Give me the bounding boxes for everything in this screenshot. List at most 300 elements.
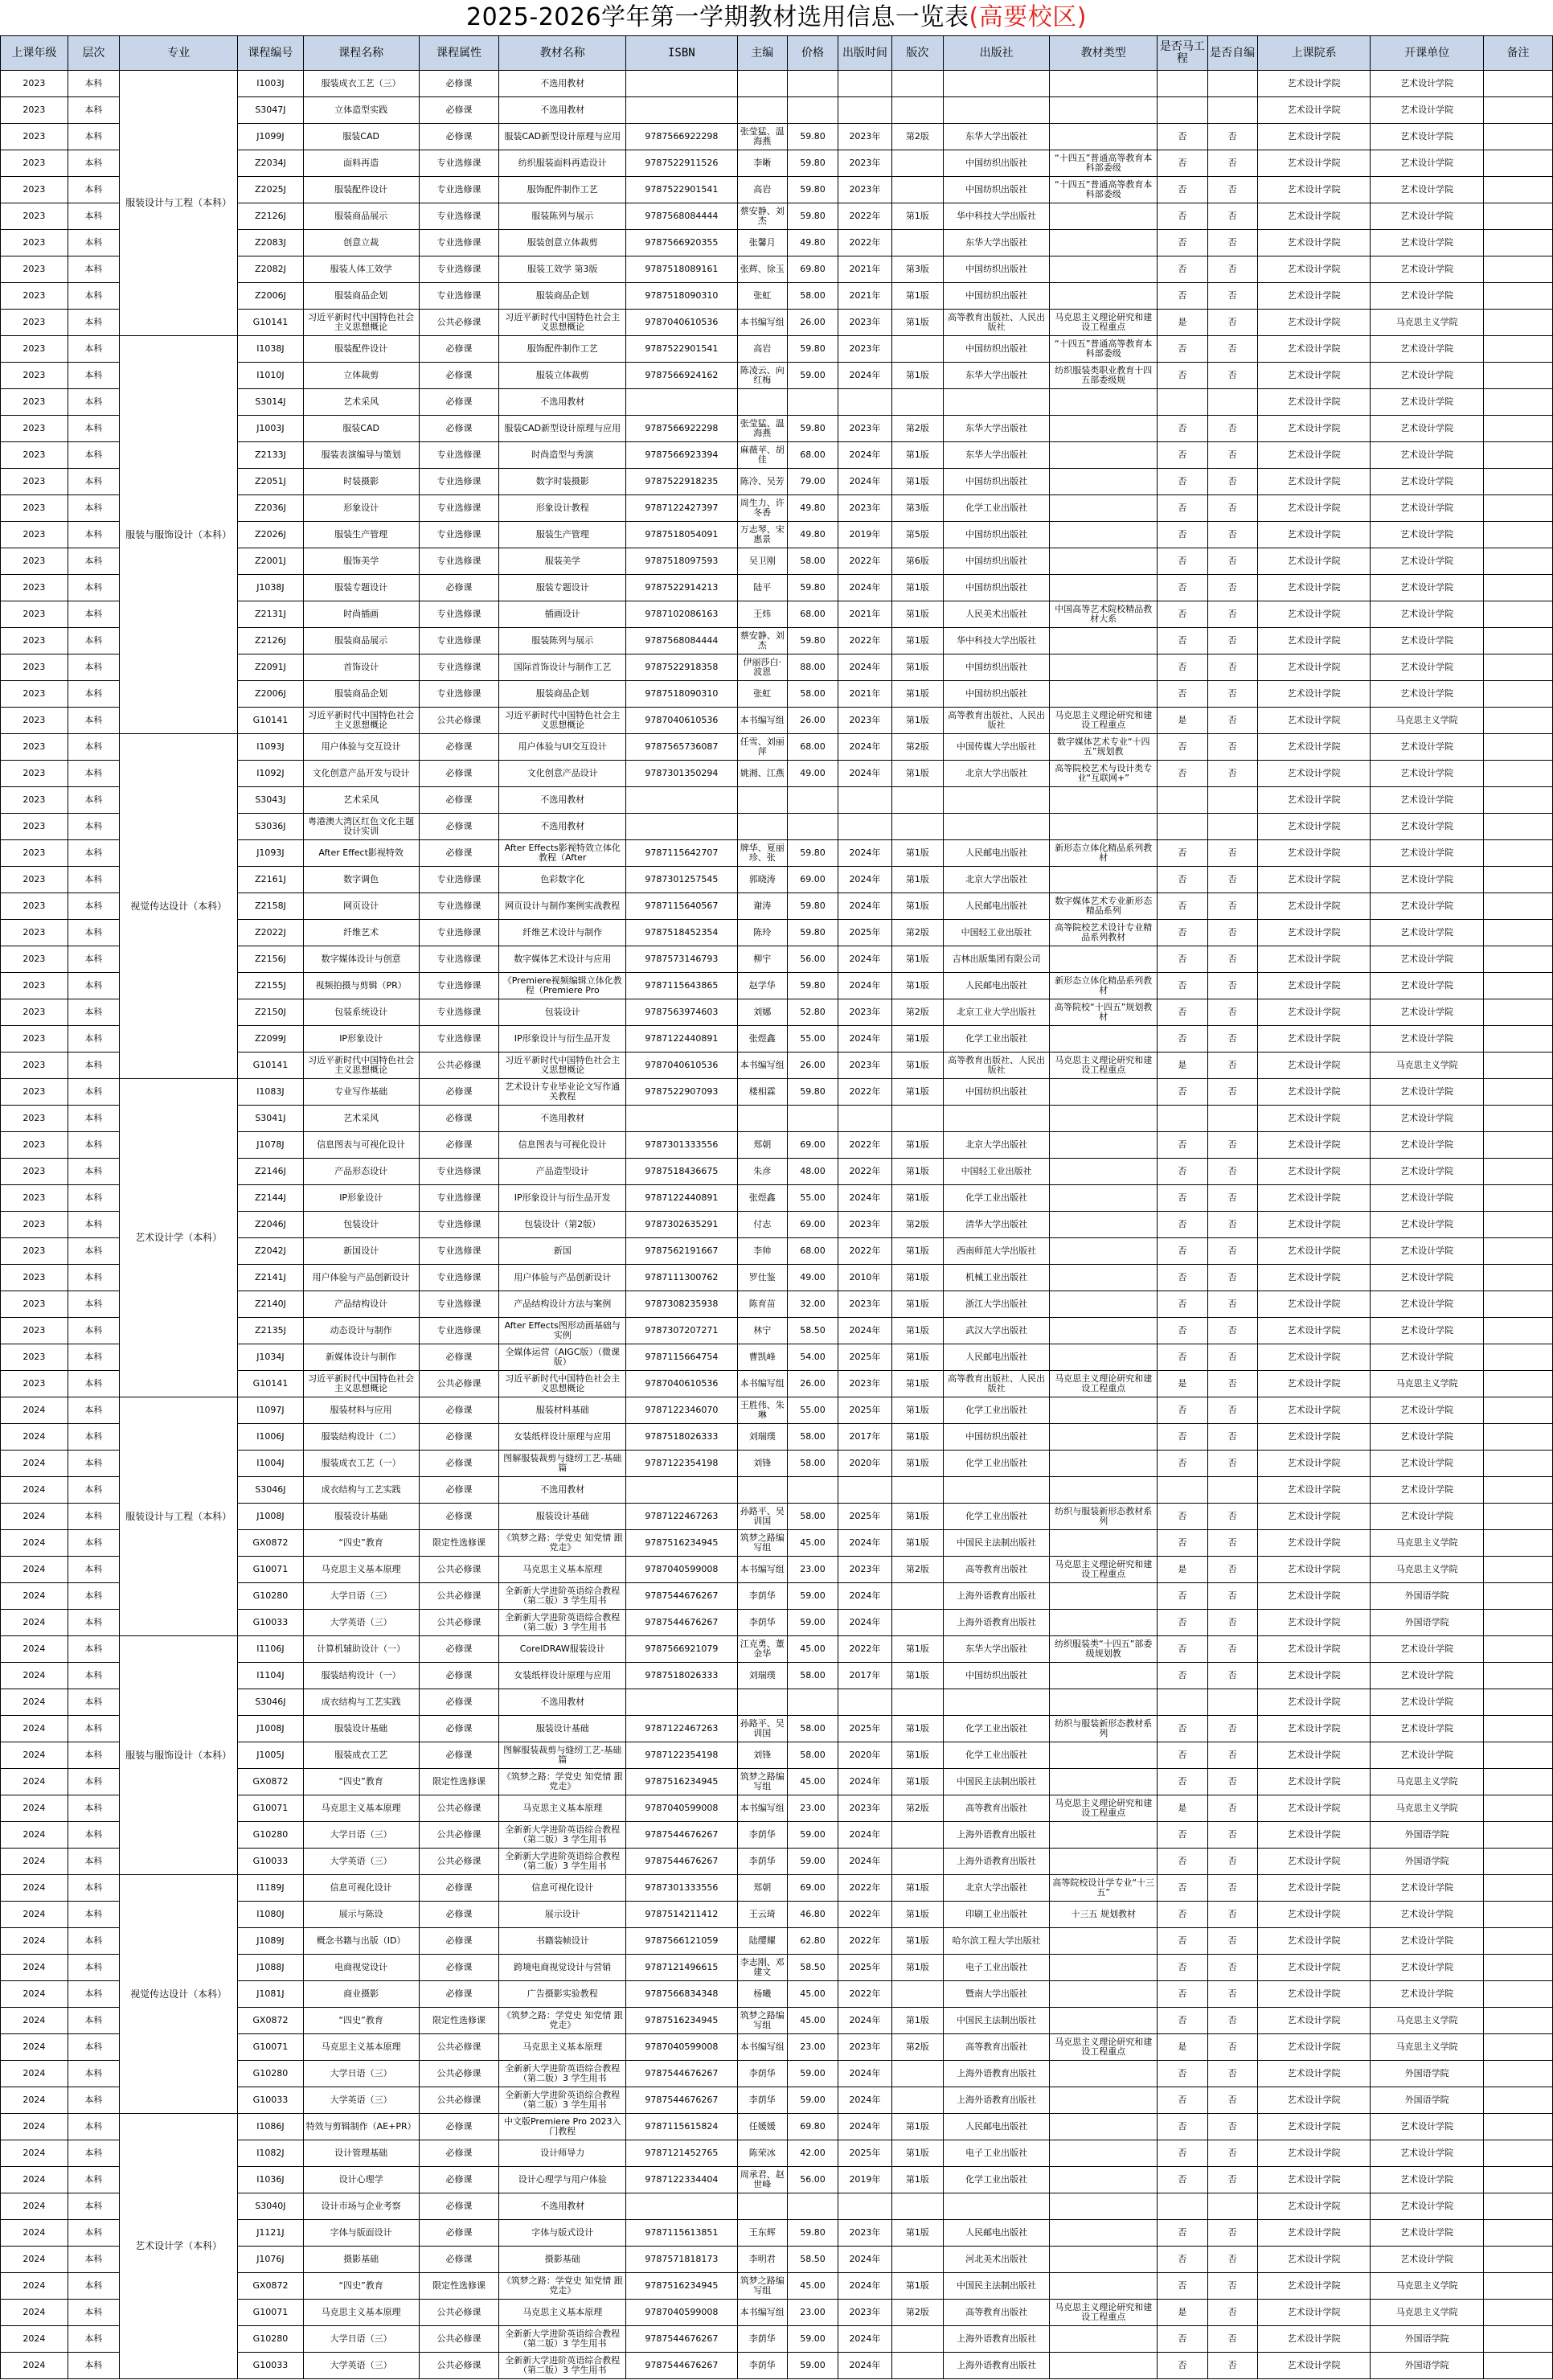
major-cell: 服装与服饰设计（本科） — [120, 1636, 238, 1875]
table-cell: 2023年 — [838, 177, 892, 203]
table-cell: 否 — [1207, 1397, 1257, 1424]
major-cell: 艺术设计学（本科） — [120, 1079, 238, 1397]
table-cell: 首饰设计 — [303, 654, 419, 681]
table-cell: 本科 — [68, 1397, 119, 1424]
table-cell: 艺术设计学院 — [1371, 840, 1484, 867]
table-cell: 2023 — [1, 734, 68, 761]
table-cell: 2023 — [1, 177, 68, 203]
table-cell: 中国纺织出版社 — [944, 1079, 1050, 1106]
table-cell: 56.00 — [787, 2167, 838, 2193]
table-cell: 否 — [1158, 416, 1207, 442]
table-cell: 2023年 — [838, 416, 892, 442]
table-cell: 蔡安静、刘杰 — [737, 628, 787, 654]
table-cell — [891, 71, 943, 97]
table-cell — [1050, 416, 1158, 442]
table-cell: 专业选修课 — [419, 867, 499, 893]
table-cell: 公共必修课 — [419, 1795, 499, 1822]
table-cell — [1207, 1477, 1257, 1504]
table-cell: 第2版 — [891, 1795, 943, 1822]
table-cell: G10141 — [238, 1053, 304, 1079]
table-cell: 9787308235938 — [626, 1291, 737, 1318]
table-cell: 陈冷、吴芳 — [737, 469, 787, 495]
table-cell: 王云琦 — [737, 1902, 787, 1928]
table-cell: 化学工业出版社 — [944, 1504, 1050, 1530]
table-cell: 9787518097593 — [626, 548, 737, 575]
table-cell: 9787040610536 — [626, 1053, 737, 1079]
table-cell: 第1版 — [891, 1371, 943, 1397]
table-cell: Z2091J — [238, 654, 304, 681]
table-cell: 2024 — [1, 2140, 68, 2167]
table-cell: Z2131J — [238, 601, 304, 628]
table-cell: 限定性选修课 — [419, 1769, 499, 1795]
table-cell: 本科 — [68, 708, 119, 734]
table-cell — [891, 336, 943, 363]
table-cell — [944, 1689, 1050, 1716]
table-cell: 大学英语（三） — [303, 1610, 419, 1636]
table-cell: G10071 — [238, 2034, 304, 2061]
table-cell: 9787522918358 — [626, 654, 737, 681]
table-cell: 艺术设计学院 — [1371, 2247, 1484, 2273]
table-cell — [1050, 1769, 1158, 1795]
table-cell — [1484, 2326, 1553, 2353]
table-cell: 艺术设计学院 — [1257, 2034, 1371, 2061]
table-cell: 艺术设计学院 — [1257, 814, 1371, 840]
table-cell: 9787544676267 — [626, 2061, 737, 2087]
table-cell: 必修课 — [419, 416, 499, 442]
table-cell: 江克勇、董金华 — [737, 1636, 787, 1663]
table-cell — [1050, 2247, 1158, 2273]
table-cell: 专业选修课 — [419, 548, 499, 575]
table-cell — [1484, 1875, 1553, 1902]
table-cell — [838, 814, 892, 840]
table-cell — [737, 2193, 787, 2220]
table-cell: 艺术设计学院 — [1257, 1132, 1371, 1159]
table-cell: 艺术设计学院 — [1257, 2247, 1371, 2273]
table-cell: 本科 — [68, 2087, 119, 2114]
table-cell: 必修课 — [419, 1079, 499, 1106]
table-cell: 2023年 — [838, 1371, 892, 1397]
table-cell: 本书编写组 — [737, 1557, 787, 1583]
table-cell: 2023 — [1, 999, 68, 1026]
table-cell — [1050, 1689, 1158, 1716]
table-cell: G10141 — [238, 310, 304, 336]
table-cell: 外国语学院 — [1371, 2353, 1484, 2379]
table-cell: 动态设计与制作 — [303, 1318, 419, 1344]
table-cell: 马克思主义基本原理 — [303, 1557, 419, 1583]
table-cell: 本科 — [68, 973, 119, 999]
table-cell: 2019年 — [838, 2167, 892, 2193]
header-cell: ISBN — [626, 36, 737, 71]
table-cell: 哈尔滨工程大学出版社 — [944, 1928, 1050, 1955]
table-cell: 马克思主义理论研究和建设工程重点 — [1050, 1053, 1158, 1079]
table-cell — [1484, 2140, 1553, 2167]
table-cell: 商业摄影 — [303, 1981, 419, 2008]
table-cell: 网页设计与制作案例实战教程 — [499, 893, 626, 920]
table-cell: 否 — [1207, 628, 1257, 654]
table-cell — [891, 1610, 943, 1636]
table-cell: 2023 — [1, 814, 68, 840]
table-cell: 高等院校艺术与设计类专业“互联网+” — [1050, 761, 1158, 787]
table-cell: 59.80 — [787, 893, 838, 920]
table-cell — [1484, 893, 1553, 920]
table-cell: 必修课 — [419, 1477, 499, 1504]
table-cell: 张莹猛、温海燕 — [737, 416, 787, 442]
table-cell: I1010J — [238, 363, 304, 389]
table-cell: 本科 — [68, 416, 119, 442]
table-cell — [1050, 1530, 1158, 1557]
table-cell: 否 — [1158, 495, 1207, 522]
table-body — [1, 71, 1553, 2379]
table-cell: 北京大学出版社 — [944, 1875, 1050, 1902]
table-cell: 艺术设计学院 — [1257, 389, 1371, 416]
table-cell: 第1版 — [891, 1318, 943, 1344]
table-cell: 9787516234945 — [626, 1530, 737, 1557]
table-cell: 李荫华 — [737, 2353, 787, 2379]
table-cell: 9787568084444 — [626, 203, 737, 230]
table-cell: 2023 — [1, 1079, 68, 1106]
table-cell: 否 — [1207, 1610, 1257, 1636]
table-cell: 2017年 — [838, 1663, 892, 1689]
table-cell — [1050, 2353, 1158, 2379]
table-cell — [1484, 230, 1553, 256]
table-cell: 服装商品企划 — [499, 283, 626, 310]
table-cell: 服装配件设计 — [303, 336, 419, 363]
table-cell: 2023年 — [838, 1795, 892, 1822]
table-cell: 2023 — [1, 230, 68, 256]
table-cell — [787, 814, 838, 840]
table-cell: 马克思主义基本原理 — [499, 2034, 626, 2061]
table-cell: 否 — [1158, 1185, 1207, 1212]
table-cell: 姚湘、江燕 — [737, 761, 787, 787]
table-cell: 本科 — [68, 1185, 119, 1212]
table-cell: 包装系统设计 — [303, 999, 419, 1026]
table-cell: 服装商品企划 — [303, 283, 419, 310]
table-cell: 必修课 — [419, 2193, 499, 2220]
table-cell: 必修课 — [419, 1344, 499, 1371]
table-cell: 2024 — [1, 1557, 68, 1583]
table-cell: 2024 — [1, 1583, 68, 1610]
table-cell: 9787040610536 — [626, 1371, 737, 1397]
table-cell: 陈凌云、向红梅 — [737, 363, 787, 389]
table-cell: 第1版 — [891, 867, 943, 893]
table-cell: 69.00 — [787, 867, 838, 893]
table-cell: 49.00 — [787, 1265, 838, 1291]
table-cell: Z2126J — [238, 628, 304, 654]
table-cell — [1484, 1106, 1553, 1132]
table-cell: 2023年 — [838, 708, 892, 734]
table-cell: 本科 — [68, 1079, 119, 1106]
table-cell: 否 — [1207, 283, 1257, 310]
table-cell — [1484, 522, 1553, 548]
table-cell: 2023 — [1, 1344, 68, 1371]
table-cell: 马克思主义理论研究和建设工程重点 — [1050, 2034, 1158, 2061]
table-cell: 本科 — [68, 601, 119, 628]
table-cell: 9787302635291 — [626, 1212, 737, 1238]
table-cell — [1050, 1477, 1158, 1504]
header-cell: 层次 — [68, 36, 119, 71]
table-cell: 马克思主义学院 — [1371, 2008, 1484, 2034]
table-cell: 本科 — [68, 1530, 119, 1557]
table-cell: 艺术设计学院 — [1371, 283, 1484, 310]
table-cell — [1484, 1318, 1553, 1344]
table-cell: 高等教育出版社、人民出版社 — [944, 708, 1050, 734]
table-cell: J1034J — [238, 1344, 304, 1371]
table-cell: 本科 — [68, 893, 119, 920]
table-cell — [891, 2247, 943, 2273]
table-cell — [626, 71, 737, 97]
table-cell: 必修课 — [419, 1663, 499, 1689]
table-cell: 否 — [1207, 2247, 1257, 2273]
table-cell: 必修课 — [419, 1902, 499, 1928]
table-cell: 第1版 — [891, 1424, 943, 1451]
table-cell — [1484, 1716, 1553, 1742]
table-cell: 服装表演编导与策划 — [303, 442, 419, 469]
table-cell: 2022年 — [838, 230, 892, 256]
table-cell: Z2006J — [238, 681, 304, 708]
table-cell: 26.00 — [787, 1371, 838, 1397]
table-cell — [1484, 734, 1553, 761]
table-cell — [1050, 1928, 1158, 1955]
table-cell: 2022年 — [838, 548, 892, 575]
table-cell: 2010年 — [838, 1265, 892, 1291]
table-cell: 本科 — [68, 681, 119, 708]
table-cell: 第1版 — [891, 893, 943, 920]
table-cell: 摄影基础 — [303, 2247, 419, 2273]
table-cell: 本科 — [68, 1424, 119, 1451]
table-cell: 9787544676267 — [626, 2087, 737, 2114]
table-cell: 是 — [1158, 2300, 1207, 2326]
table-cell: 必修课 — [419, 1875, 499, 1902]
table-cell: 艺术设计学院 — [1257, 1636, 1371, 1663]
table-cell: 9787122440891 — [626, 1185, 737, 1212]
table-cell: 23.00 — [787, 1557, 838, 1583]
table-cell — [1050, 814, 1158, 840]
table-cell: 否 — [1207, 1265, 1257, 1291]
table-cell: 高等教育出版社 — [944, 2034, 1050, 2061]
header-cell: 上课院系 — [1257, 36, 1371, 71]
table-cell — [1484, 548, 1553, 575]
table-cell: 2022年 — [838, 1132, 892, 1159]
table-cell: 艺术设计学院 — [1371, 389, 1484, 416]
table-cell — [1484, 601, 1553, 628]
table-cell: 中国纺织出版社 — [944, 1424, 1050, 1451]
table-cell: J1088J — [238, 1955, 304, 1981]
table-cell: 摄影基础 — [499, 2247, 626, 2273]
table-cell: 《Premiere视频编辑立体化教程（Premiere Pro — [499, 973, 626, 999]
table-cell: 9787518452354 — [626, 920, 737, 946]
table-cell: 否 — [1207, 734, 1257, 761]
table-cell: 付志 — [737, 1212, 787, 1238]
table-cell — [1050, 1265, 1158, 1291]
table-cell: 服装CAD — [303, 124, 419, 150]
table-cell: 不选用教材 — [499, 1477, 626, 1504]
table-cell: 否 — [1207, 920, 1257, 946]
table-cell: 2024年 — [838, 1318, 892, 1344]
table-cell: G10071 — [238, 1557, 304, 1583]
table-cell: 必修课 — [419, 1742, 499, 1769]
table-cell: 纤维艺术 — [303, 920, 419, 946]
table-cell: 周生力、许冬香 — [737, 495, 787, 522]
table-cell: 上海外语教育出版社 — [944, 1583, 1050, 1610]
table-cell: 本科 — [68, 1849, 119, 1875]
header-cell: 出版社 — [944, 36, 1050, 71]
table-cell: 55.00 — [787, 1185, 838, 1212]
table-cell: 2022年 — [838, 1079, 892, 1106]
table-cell — [1484, 1557, 1553, 1583]
table-cell: 本书编写组 — [737, 2300, 787, 2326]
table-cell: 第1版 — [891, 1716, 943, 1742]
table-cell: 2017年 — [838, 1424, 892, 1451]
table-cell: 46.80 — [787, 1902, 838, 1928]
table-cell: 艺术设计学院 — [1257, 469, 1371, 495]
table-cell — [1484, 256, 1553, 283]
table-cell: 北京大学出版社 — [944, 1132, 1050, 1159]
table-cell — [1050, 867, 1158, 893]
table-cell: 全新新大学进阶英语综合教程（第二版）3 学生用书 — [499, 2353, 626, 2379]
table-cell: 不选用教材 — [499, 1106, 626, 1132]
table-cell: 用户体验与产品创新设计 — [499, 1265, 626, 1291]
table-cell — [1484, 1371, 1553, 1397]
table-cell: 2024 — [1, 1477, 68, 1504]
table-cell: 2025年 — [838, 920, 892, 946]
table-cell: 艺术设计学院 — [1257, 495, 1371, 522]
table-cell: 张虹 — [737, 283, 787, 310]
table-cell: 马克思主义基本原理 — [499, 1557, 626, 1583]
table-cell: 艺术设计学院 — [1257, 1185, 1371, 1212]
table-cell: 艺术设计学院 — [1257, 840, 1371, 867]
table-cell: 本科 — [68, 2193, 119, 2220]
table-cell: 2022年 — [838, 1981, 892, 2008]
table-row — [1, 1397, 1553, 1424]
table-cell: 9787544676267 — [626, 2353, 737, 2379]
table-cell: 艺术设计学院 — [1371, 1663, 1484, 1689]
table-cell — [1484, 1769, 1553, 1795]
table-cell: 专业选修课 — [419, 893, 499, 920]
table-cell: 化学工业出版社 — [944, 2167, 1050, 2193]
table-cell: 9787518054091 — [626, 522, 737, 548]
header-cell: 课程名称 — [303, 36, 419, 71]
table-cell: 化学工业出版社 — [944, 1742, 1050, 1769]
table-cell: 中国纺织出版社 — [944, 469, 1050, 495]
table-cell — [944, 97, 1050, 124]
table-cell: 本科 — [68, 230, 119, 256]
table-cell: 张虹 — [737, 681, 787, 708]
table-cell: 56.00 — [787, 946, 838, 973]
table-cell: 否 — [1158, 601, 1207, 628]
table-cell: 2022年 — [838, 1902, 892, 1928]
table-cell: 专业选修课 — [419, 1291, 499, 1318]
table-cell: 中国纺织出版社 — [944, 256, 1050, 283]
table-cell: 马克思主义基本原理 — [499, 1795, 626, 1822]
table-cell — [1050, 2167, 1158, 2193]
table-cell: 专业选修课 — [419, 203, 499, 230]
table-cell: 本书编写组 — [737, 310, 787, 336]
table-cell: 52.80 — [787, 999, 838, 1026]
table-cell: 第1版 — [891, 681, 943, 708]
table-cell: 公共必修课 — [419, 1371, 499, 1397]
table-cell: 化学工业出版社 — [944, 1026, 1050, 1053]
table-cell — [891, 2193, 943, 2220]
table-cell — [1484, 1451, 1553, 1477]
table-cell: 武汉大学出版社 — [944, 1318, 1050, 1344]
table-cell: 高岩 — [737, 177, 787, 203]
table-cell: 48.00 — [787, 1159, 838, 1185]
table-cell: 否 — [1158, 1238, 1207, 1265]
table-cell: G10280 — [238, 1583, 304, 1610]
table-cell: 华中科技大学出版社 — [944, 628, 1050, 654]
table-cell: 否 — [1158, 203, 1207, 230]
table-cell — [1050, 2273, 1158, 2300]
table-cell: 第5版 — [891, 522, 943, 548]
table-cell: 设计市场与企业考察 — [303, 2193, 419, 2220]
table-cell — [1050, 1424, 1158, 1451]
table-cell: 李晰 — [737, 150, 787, 177]
table-cell: 艺术设计学院 — [1257, 1053, 1371, 1079]
table-cell — [1484, 1504, 1553, 1530]
table-cell: 艺术设计学院 — [1257, 177, 1371, 203]
table-cell: 59.80 — [787, 177, 838, 203]
table-cell: “十四五”普通高等教育本科部委级 — [1050, 150, 1158, 177]
table-cell: 2024 — [1, 2300, 68, 2326]
table-cell: 必修课 — [419, 2220, 499, 2247]
table-cell: 否 — [1207, 1981, 1257, 2008]
table-cell: 限定性选修课 — [419, 2273, 499, 2300]
table-cell: 服饰配件制作工艺 — [499, 177, 626, 203]
table-cell: 9787573146793 — [626, 946, 737, 973]
table-cell: 45.00 — [787, 1636, 838, 1663]
table-cell: 否 — [1158, 1716, 1207, 1742]
table-cell: 马克思主义学院 — [1371, 1371, 1484, 1397]
header-cell: 教材名称 — [499, 36, 626, 71]
table-cell: 马克思主义学院 — [1371, 1053, 1484, 1079]
table-cell: 艺术设计学院 — [1371, 787, 1484, 814]
table-cell: 成衣结构与工艺实践 — [303, 1477, 419, 1504]
table-cell: G10033 — [238, 1610, 304, 1636]
table-cell — [1484, 1344, 1553, 1371]
table-cell: 艺术设计学院 — [1371, 1132, 1484, 1159]
table-cell: 否 — [1207, 2220, 1257, 2247]
table-cell: 69.00 — [787, 1875, 838, 1902]
table-cell: 外国语学院 — [1371, 2326, 1484, 2353]
table-cell: 纺织服装面料再造设计 — [499, 150, 626, 177]
table-cell: 59.80 — [787, 628, 838, 654]
table-cell: G10280 — [238, 2061, 304, 2087]
table-cell: Z2133J — [238, 442, 304, 469]
table-cell: 高等教育出版社 — [944, 1557, 1050, 1583]
table-cell: 艺术设计学院 — [1371, 628, 1484, 654]
table-cell: 45.00 — [787, 2008, 838, 2034]
major-cell: 视觉传达设计（本科） — [120, 1875, 238, 2114]
table-cell: 李荫华 — [737, 1849, 787, 1875]
table-cell: 9787301257545 — [626, 867, 737, 893]
table-cell: G10280 — [238, 1822, 304, 1849]
table-cell: 中国纺织出版社 — [944, 548, 1050, 575]
table-cell: 2024 — [1, 1795, 68, 1822]
table-row — [1, 336, 1553, 363]
table-cell: 第2版 — [891, 2300, 943, 2326]
table-cell: 专业选修课 — [419, 469, 499, 495]
table-cell: 否 — [1207, 310, 1257, 336]
table-cell: 面料再造 — [303, 150, 419, 177]
table-cell: 否 — [1207, 2114, 1257, 2140]
table-cell: 展示设计 — [499, 1902, 626, 1928]
table-cell: 2024 — [1, 2061, 68, 2087]
table-cell: 2020年 — [838, 1451, 892, 1477]
table-cell: 2024 — [1, 1716, 68, 1742]
table-cell — [1484, 2300, 1553, 2326]
table-cell: 2023 — [1, 336, 68, 363]
table-cell: 伊丽莎白·波恩 — [737, 654, 787, 681]
